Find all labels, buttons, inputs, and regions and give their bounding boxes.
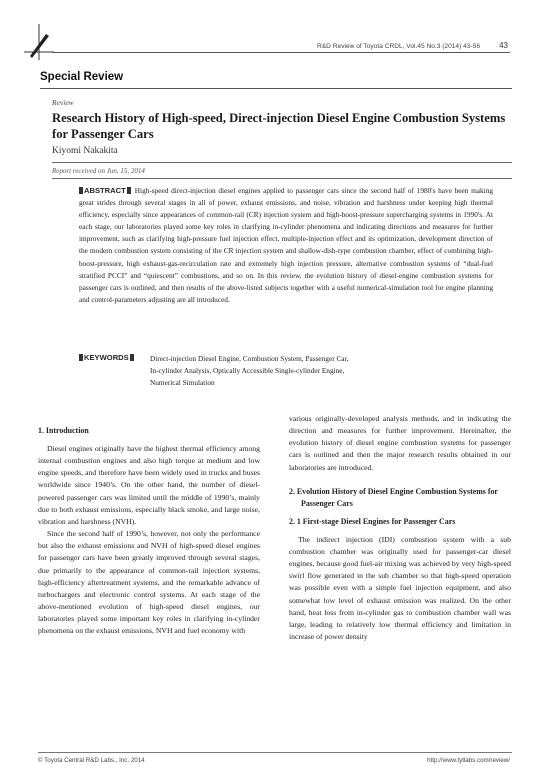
footer-rule bbox=[38, 752, 512, 753]
divider bbox=[52, 162, 512, 163]
right-column bbox=[289, 413, 511, 643]
article-kind: Review bbox=[52, 98, 74, 107]
footer-copyright: © Toyota Central R&D Labs., Inc. 2014 bbox=[38, 757, 145, 764]
running-title: R&D Review of Toyota CRDL, Vol.45 No.3 (2014) 43-56 bbox=[317, 43, 480, 50]
paragraph: Diesel engines originally have the highest thermal efficiency among internal combustion engines and also high torque at medium and low engine speeds, and therefore have been widely used in trucks and buses worldwide since 1940’s. On the other hand, the number of diesel-powered passenger cars was limited until the middle of 1990’s, mainly due to both exhaust emissions, especially black smoke, and large noise, vibration and harshness (NVH). bbox=[38, 444, 260, 526]
footer-url: http://www.tytlabs.com/review/ bbox=[427, 757, 510, 764]
left-column bbox=[38, 425, 260, 638]
paragraph: Since the second half of 1990’s, however, not only the performance but also the exhaust emissions and NVH of high-speed diesel engines for passenger cars have been greatly improved through several stages, due primarily to the appearance of common-rail injection systems, high-efficiency aftertreatment systems, and the remarkable advance of turbochargers and electronic control systems. At each stage of the above-mentioned evolution of high-speed diesel engines, our laboratories played some important key roles in clarifying in-cylinder phenomena on the exhaust emissions, NVH and fuel economy with bbox=[38, 529, 260, 636]
author: Kiyomi Nakakita bbox=[52, 146, 118, 156]
section-heading: 1. Introduction bbox=[38, 426, 89, 435]
keywords-line: In-cylinder Analysis, Optically Accessible Single-cylinder Engine, bbox=[150, 366, 345, 376]
header-rule bbox=[52, 52, 510, 53]
abstract-text: High-speed direct-injection diesel engines applied to passenger cars since the second half of 1980's have been making great strides through several stages in all of power, exhaust emissions, and noise, vibration and harshness under keeping high thermal efficiency, especially since appearances of common-rail (CR) injection system and high-boost-pressure supercharging systems in 1990's. At each stage, our laboratories played some key roles in clarifying in-cylinder phenomena and indicating directions and measures for further improvement, such as clarifying high-pressure fuel injection effect, multiple-injection effect and its optimization, development direction of the modern combustion system consisting of the CR injection system and shallow-dish-type combustion chamber, effect of combining high-boost-pressure, high exhaust-gas-recirculation rate and extremely high injection pressure, alternative combustion systems of “dual-fuel stratified PCCI” and “quiescent” combustions, and so on. In this review, the evolution history of diesel-engine combustion systems for passenger cars is outlined, and then results of the above-listed subjects together with a useful numerical-simulation tool for engine planning and control-parameters adjusting are all introduced. bbox=[79, 186, 493, 304]
divider bbox=[52, 178, 512, 179]
keywords bbox=[150, 353, 490, 389]
section-heading: 2. Evolution History of Diesel Engine Combustion Systems for Passenger Cars bbox=[289, 486, 498, 508]
section-label: Special Review bbox=[40, 71, 124, 83]
keywords-label: KEYWORDS bbox=[79, 353, 135, 362]
section-rule bbox=[40, 88, 512, 89]
keywords-line: Numerical Simulation bbox=[150, 378, 215, 388]
abstract bbox=[79, 185, 493, 306]
paragraph: The indirect injection (IDI) combustion system with a sub combustion chamber was originally used for passenger-car diesel engines, because good fuel-air mixing was achieved by very high-speed swirl flow generated in the sub chamber so that high-speed operation was possible even with a simple fuel injection equipment, and also somewhat low level of exhaust emission was realized. On the other hand, heat loss from in-cylinder gas to combustion chamber wall was large, leading to relatively low thermal efficiency and limitation in increase of power density bbox=[289, 534, 511, 642]
keywords-line: Direct-injection Diesel Engine, Combustion System, Passenger Car, bbox=[150, 354, 349, 363]
abstract-label: ABSTRACT bbox=[79, 185, 135, 197]
article-title: Research History of High-speed, Direct-injection Diesel Engine Combustion Systems for Passenger Cars bbox=[52, 111, 506, 141]
page-number: 43 bbox=[499, 41, 508, 50]
received-date: Report received on Jun. 15, 2014 bbox=[52, 167, 145, 175]
paragraph: various originally-developed analysis methods, and in indicating the direction and measures for further improvement. Hereinafter, the evolution history of diesel engine combustion systems for passenger cars is outlined and then the major research results obtained in our laboratories are introduced. bbox=[289, 414, 511, 472]
crop-mark-logo bbox=[22, 22, 56, 62]
subsection-heading: 2. 1 First-stage Diesel Engines for Passenger Cars bbox=[289, 516, 456, 526]
